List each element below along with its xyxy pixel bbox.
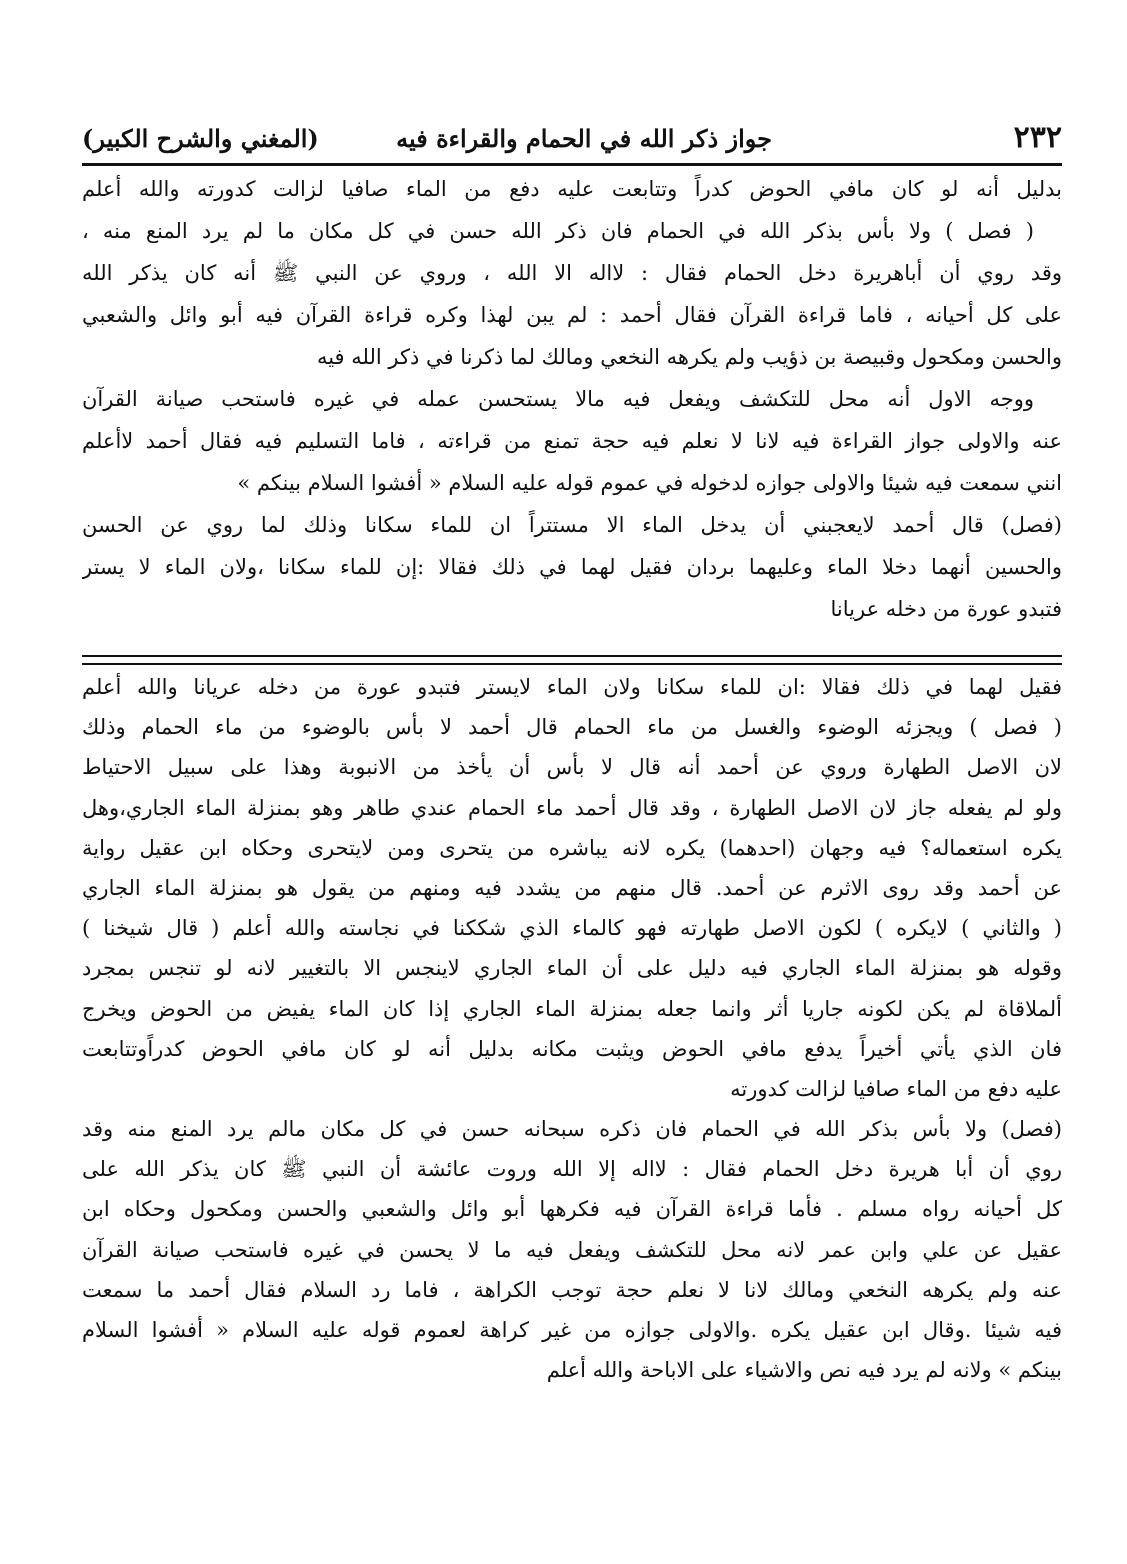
running-title: جواز ذكر الله في الحمام والقراءة فيه: [396, 124, 772, 153]
text-line: ( فصل ) ويجزئه الوضوء والغسل من ماء الحمام قال أحمد لا بأس بالوضوء من ماء الحمام وذلك: [82, 715, 1062, 740]
upper-text-block: [82, 168, 1062, 630]
text-line: عن أحمد وقد روى الاثرم عن أحمد. قال منهم من يشدد فيه ومنهم من يقول هو بمنزلة الماء الجاري: [82, 875, 1062, 900]
text-line: وقد روي أن أباهريرة دخل الحمام فقال : لااله الا الله ، وروي عن النبي ﷺ أنه كان يذكر الله: [82, 261, 1062, 285]
text-line: بدليل أنه لو كان مافي الحوض كدراً وتتابعت عليه دفع من الماء صافيا لزالت كدورته والله أعلم: [82, 177, 1062, 201]
text-line: ( فصل ) ولا بأس بذكر الله في الحمام فان ذكر الله حسن في كل مكان ما لم يرد المنع منه ،: [82, 219, 1034, 243]
text-line: على كل أحيانه ، فاما قراءة القرآن فقال أحمد : لم يبن لهذا وكره قراءة القرآن فيه أبو وائل والشعبي: [82, 303, 1062, 327]
text-line: يكره استعماله؟ فيه وجهان (احدهما) يكره لانه يباشره من يتحرى ومن لايتحرى وحكاه ابن عقيل رواية: [82, 835, 1062, 860]
page-header: [82, 118, 1062, 160]
text-line: ووجه الاول أنه محل للتكشف ويفعل فيه مالا يستحسن عمله في غيره فاستحب صيانة القرآن: [82, 387, 1034, 411]
text-line: لان الاصل الطهارة وروي عن أحمد أنه قال لا بأس أن يأخذ من الانبوبة وهذا على سبيل الاحتياط: [82, 755, 1062, 780]
text-line: عليه دفع من الماء صافيا لزالت كدورته: [730, 1076, 1062, 1101]
text-line: (فصل) قال أحمد لايعجبني أن يدخل الماء الا مستتراً ان للماء سكانا وذلك لما روي عن الحسن: [82, 513, 1062, 537]
text-line: (فصل) ولا بأس بذكر الله في الحمام فان ذكره سبحانه حسن في كل مكان مالم يرد المنع منه وقد: [82, 1117, 1062, 1142]
text-line: وقوله هو بمنزلة الماء الجاري فيه دليل على أن الماء الجاري لاينجس الا بالتغيير لانه لو تنجس بمجرد: [82, 956, 1062, 981]
text-line: ( والثاني ) لايكره ) لكون الاصل طهارته فهو كالماء الذي شككنا في نجاسته والله أعلم ( قال شيخنا ): [82, 916, 1062, 941]
header-rule: [82, 163, 1062, 166]
text-line: عنه والاولى جواز القراءة فيه لانا لا نعلم فيه حجة تمنع من قراءته ، فاما التسليم فيه فقال أحمد لاأعلم: [82, 429, 1062, 453]
text-line: فتبدو عورة من دخله عريانا: [830, 597, 1062, 621]
text-line: كل أحيانه رواه مسلم . فأما قراءة القرآن فيه فكرهها أبو وائل والشعبي والحسن ومكحول وحكاه ابن: [82, 1197, 1062, 1222]
text-line: ولو لم يفعله جاز لان الاصل الطهارة ، وقد قال أحمد ماء الحمام عندي طاهر وهو بمنزلة الماء الجاري،وهل: [82, 795, 1062, 820]
text-line: ألملاقاة لم يكن لكونه جاريا أثر وانما جعله بمنزلة الماء الجاري إذا كان الماء يفيض من الحوض ويخرج: [82, 996, 1062, 1021]
section-divider: [82, 655, 1062, 665]
text-line: انني سمعت فيه شيئا والاولى جوازه لدخوله في عموم قوله عليه السلام « أفشوا السلام بينكم »: [237, 471, 1062, 495]
text-line: عقيل عن علي وابن عمر لانه محل للتكشف ويفعل فيه ما لا يحسن في غيره فاستحب صيانة القرآن: [82, 1237, 1062, 1262]
lower-text-block: [82, 667, 1062, 1390]
text-line: فان الذي يأتي أخيراً يدفع مافي الحوض ويثبت مكانه بدليل أنه لو كان مافي الحوض كدراًوتتابعت: [82, 1036, 1062, 1061]
text-line: روي أن أبا هريرة دخل الحمام فقال : لااله إلا الله وروت عائشة أن النبي ﷺ كان يذكر الله على: [82, 1157, 1062, 1182]
text-line: فيه شيئا .وقال ابن عقيل يكره .والاولى جوازه من غير كراهة لعموم قوله عليه السلام « أفشوا السلام: [82, 1318, 1062, 1342]
text-line: بينكم » ولانه لم يرد فيه نص والاشياء على الاباحة والله أعلم: [546, 1358, 1062, 1383]
text-line: والحسن ومكحول وقبيصة بن ذؤيب ولم يكرهه النخعي ومالك لما ذكرنا في ذكر الله فيه: [316, 345, 1062, 369]
text-line: فقيل لهما في ذلك فقالا :ان للماء سكانا ولان الماء لايستر فتبدو عورة من دخله عريانا والله أعلم: [82, 675, 1062, 699]
text-line: عنه ولم يكرهه النخعي ومالك لانا لا نعلم حجة توجب الكراهة ، فاما رد السلام فقال أحمد ما سمعت: [82, 1277, 1062, 1302]
book-title: (المغني والشرح الكبير): [82, 124, 319, 153]
text-line: والحسين أنهما دخلا الماء وعليهما بردان فقيل لهما في ذلك فقالا :إن للماء سكانا ،ولان الماء لا يستر: [82, 555, 1062, 579]
page-number: ٢٣٢: [1013, 120, 1062, 155]
